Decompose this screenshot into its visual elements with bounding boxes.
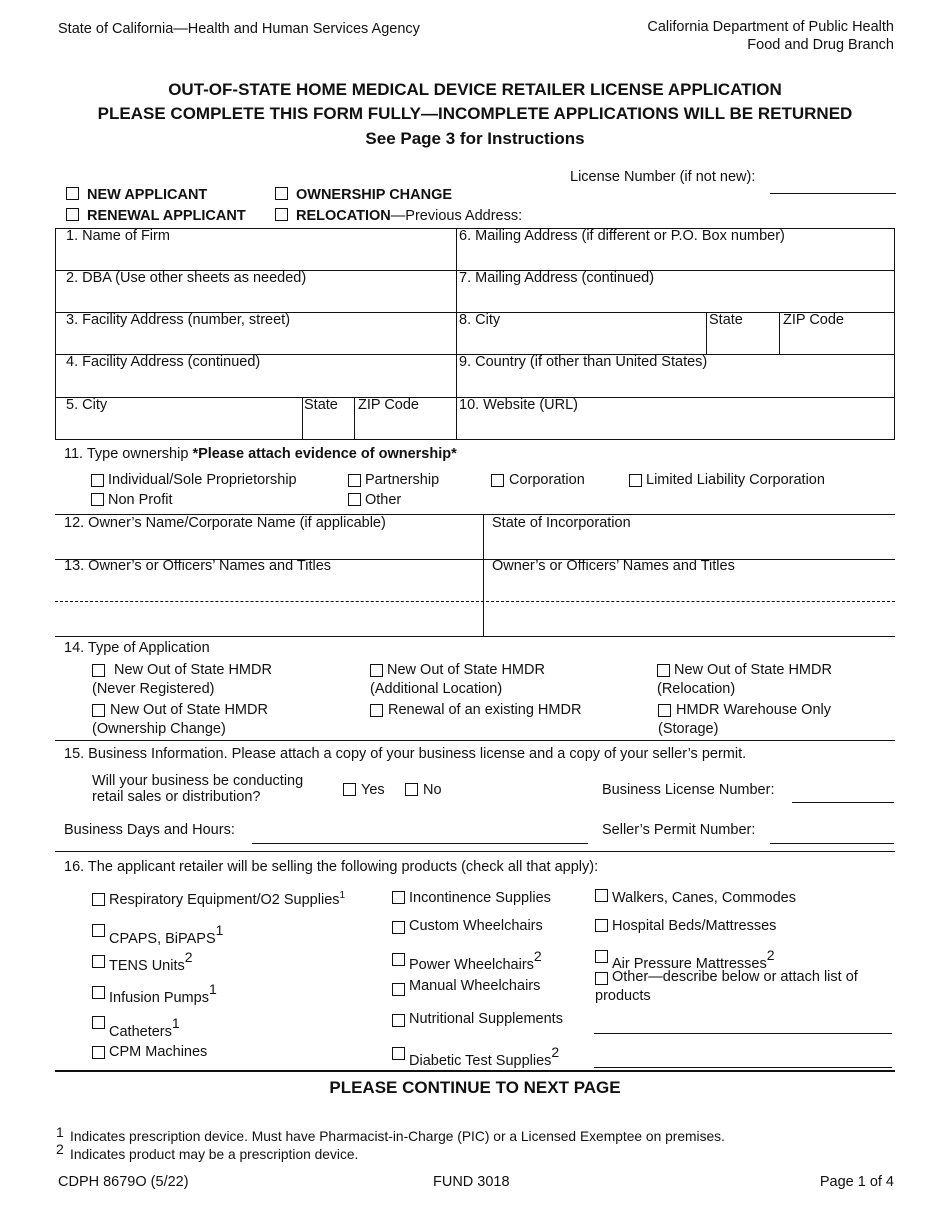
footnote-1-mark: 1 xyxy=(56,1124,64,1140)
respiratory-superscript: 1 xyxy=(339,890,346,901)
walkers-label: Walkers, Canes, Commodes xyxy=(612,890,796,906)
facility-address-field[interactable]: 3. Facility Address (number, street) xyxy=(66,312,291,328)
additional-location-sublabel: (Additional Location) xyxy=(370,681,503,697)
retail-question xyxy=(92,773,303,805)
infusion-label xyxy=(109,981,217,1006)
facility-zip-field[interactable]: ZIP Code xyxy=(358,397,419,413)
other-ownership-label: Other xyxy=(365,492,402,508)
retail-yes-label: Yes xyxy=(361,782,385,798)
officers-names-field-2[interactable]: Owner’s or Officers’ Names and Titles xyxy=(492,558,735,574)
diabetic-text: Diabetic Test Supplies xyxy=(409,1053,552,1069)
footnote-2-mark: 2 xyxy=(56,1141,64,1157)
mailing-state-field[interactable]: State xyxy=(709,312,743,328)
power-wheelchairs-superscript: 2 xyxy=(533,948,542,964)
website-field[interactable]: 10. Website (URL) xyxy=(459,397,578,413)
warehouse-only-checkbox[interactable] xyxy=(658,704,671,717)
infusion-superscript: 1 xyxy=(208,981,217,997)
respiratory-checkbox[interactable] xyxy=(92,893,105,906)
never-registered-checkbox[interactable] xyxy=(92,664,105,677)
walkers-checkbox[interactable] xyxy=(595,889,608,902)
infusion-text: Infusion Pumps xyxy=(109,990,209,1006)
firm-name-field[interactable]: 1. Name of Firm xyxy=(66,228,170,244)
ownership-change-checkbox[interactable] xyxy=(275,187,288,200)
application-type-heading: 14. Type of Application xyxy=(64,640,210,656)
mailing-address-continued-field[interactable]: 7. Mailing Address (continued) xyxy=(459,270,655,286)
relocation-suffix: —Previous Address: xyxy=(390,208,523,224)
catheters-superscript: 1 xyxy=(171,1015,180,1031)
license-number-label: License Number (if not new): xyxy=(570,169,756,185)
ownership-change-app-label: New Out of State HMDR xyxy=(110,702,268,718)
renewal-applicant-label: RENEWAL APPLICANT xyxy=(87,208,246,224)
facility-state-field[interactable]: State xyxy=(304,397,338,413)
cpaps-label xyxy=(109,922,223,947)
power-wheelchairs-label xyxy=(409,948,542,973)
sole-proprietorship-checkbox[interactable] xyxy=(91,474,104,487)
catheters-checkbox[interactable] xyxy=(92,1016,105,1029)
respiratory-label xyxy=(109,890,345,908)
business-info-heading: 15. Business Information. Please attach a copy of your business license and a copy of your seller’s permit. xyxy=(64,746,747,762)
instructions-note: See Page 3 for Instructions xyxy=(365,129,585,148)
custom-wheelchairs-label: Custom Wheelchairs xyxy=(409,918,543,934)
corporation-label: Corporation xyxy=(509,472,585,488)
cpm-label: CPM Machines xyxy=(109,1044,208,1060)
department-name xyxy=(647,19,894,53)
sole-proprietorship-label: Individual/Sole Proprietorship xyxy=(108,472,297,488)
renewal-hmdr-checkbox[interactable] xyxy=(370,704,383,717)
hospital-beds-label: Hospital Beds/Mattresses xyxy=(612,918,777,934)
power-wheelchairs-checkbox[interactable] xyxy=(392,953,405,966)
new-applicant-label: NEW APPLICANT xyxy=(87,187,208,203)
facility-address-continued-field[interactable]: 4. Facility Address (continued) xyxy=(66,354,261,370)
form-title: OUT-OF-STATE HOME MEDICAL DEVICE RETAILER LICENSE APPLICATION xyxy=(168,80,782,99)
air-mattresses-checkbox[interactable] xyxy=(595,950,608,963)
diabetic-label xyxy=(409,1044,559,1069)
footnote-1: Indicates prescription device. Must have Pharmacist-in-Charge (PIC) or a Licensed Exemptee on premises. xyxy=(70,1129,725,1144)
ownership-type-heading xyxy=(64,446,457,462)
warehouse-only-label: HMDR Warehouse Only xyxy=(676,702,831,718)
mailing-city-field[interactable]: 8. City xyxy=(459,312,501,328)
footnote-2: Indicates product may be a prescription device. xyxy=(70,1147,359,1162)
catheters-label xyxy=(109,1015,180,1040)
retail-no-checkbox[interactable] xyxy=(405,783,418,796)
state-of-incorporation-field[interactable]: State of Incorporation xyxy=(492,515,631,531)
tens-checkbox[interactable] xyxy=(92,955,105,968)
dba-field[interactable]: 2. DBA (Use other sheets as needed) xyxy=(66,270,307,286)
relocation-app-sublabel: (Relocation) xyxy=(657,681,736,697)
respiratory-text: Respiratory Equipment/O2 Supplies xyxy=(109,891,340,908)
fund-number: FUND 3018 xyxy=(433,1174,510,1190)
retail-no-label: No xyxy=(423,782,442,798)
relocation-app-checkbox[interactable] xyxy=(657,664,670,677)
never-registered-label: New Out of State HMDR xyxy=(114,662,272,678)
corporation-checkbox[interactable] xyxy=(491,474,504,487)
mailing-address-field[interactable]: 6. Mailing Address (if different or P.O. Box number) xyxy=(459,228,785,244)
cpm-checkbox[interactable] xyxy=(92,1046,105,1059)
retail-yes-checkbox[interactable] xyxy=(343,783,356,796)
days-hours-field[interactable] xyxy=(252,843,588,844)
license-number-field[interactable] xyxy=(770,193,896,194)
additional-location-checkbox[interactable] xyxy=(370,664,383,677)
other-products-label: Other—describe below or attach list of xyxy=(612,969,858,985)
page-number: Page 1 of 4 xyxy=(819,1174,894,1190)
form-id: CDPH 8679O (5/22) xyxy=(58,1174,189,1190)
manual-wheelchairs-checkbox[interactable] xyxy=(392,983,405,996)
business-license-field[interactable] xyxy=(792,802,894,803)
nutritional-label: Nutritional Supplements xyxy=(409,1011,563,1027)
department-line2: Food and Drug Branch xyxy=(747,37,894,53)
country-field[interactable]: 9. Country (if other than United States) xyxy=(459,354,708,370)
other-ownership-checkbox[interactable] xyxy=(348,493,361,506)
diabetic-checkbox[interactable] xyxy=(392,1047,405,1060)
form-warning: PLEASE COMPLETE THIS FORM FULLY—INCOMPLETE APPLICATIONS WILL BE RETURNED xyxy=(97,104,853,123)
llc-checkbox[interactable] xyxy=(629,474,642,487)
air-mattresses-text: Air Pressure Mattresses xyxy=(612,956,767,972)
ownership-change-app-sublabel: (Ownership Change) xyxy=(92,721,226,737)
mailing-zip-field[interactable]: ZIP Code xyxy=(783,312,844,328)
non-profit-checkbox[interactable] xyxy=(91,493,104,506)
air-mattresses-superscript: 2 xyxy=(766,947,775,963)
ownership-change-label: OWNERSHIP CHANGE xyxy=(296,187,453,203)
never-registered-sublabel: (Never Registered) xyxy=(92,681,215,697)
products-heading: 16. The applicant retailer will be selling the following products (check all that apply): xyxy=(64,859,599,875)
other-products-field-1[interactable] xyxy=(594,1033,892,1034)
department-line1: California Department of Public Health xyxy=(647,19,894,35)
infusion-checkbox[interactable] xyxy=(92,986,105,999)
diabetic-superscript: 2 xyxy=(551,1044,560,1060)
continue-notice: PLEASE CONTINUE TO NEXT PAGE xyxy=(329,1078,621,1097)
new-applicant-checkbox[interactable] xyxy=(66,187,79,200)
other-products-label-2: products xyxy=(595,988,651,1004)
nutritional-checkbox[interactable] xyxy=(392,1014,405,1027)
cpaps-superscript: 1 xyxy=(215,922,224,938)
ownership-change-app-checkbox[interactable] xyxy=(92,704,105,717)
officers-names-field[interactable]: 13. Owner’s or Officers’ Names and Titles xyxy=(64,558,332,574)
relocation-checkbox[interactable] xyxy=(275,208,288,221)
retail-question-line2: retail sales or distribution? xyxy=(92,789,261,805)
relocation-label xyxy=(296,208,522,224)
relocation-label-text: RELOCATION xyxy=(296,208,391,224)
retail-question-line1: Will your business be conducting xyxy=(92,773,304,789)
cpaps-text: CPAPS, BiPAPS xyxy=(109,931,216,947)
sellers-permit-field[interactable] xyxy=(770,843,894,844)
renewal-hmdr-label: Renewal of an existing HMDR xyxy=(388,702,582,718)
agency-name: State of California—Health and Human Services Agency xyxy=(58,21,420,37)
days-hours-label: Business Days and Hours: xyxy=(64,822,235,838)
other-products-checkbox[interactable] xyxy=(595,972,608,985)
additional-location-label: New Out of State HMDR xyxy=(387,662,545,678)
business-license-label: Business License Number: xyxy=(602,782,775,798)
warehouse-only-sublabel: (Storage) xyxy=(658,721,719,737)
non-profit-label: Non Profit xyxy=(108,492,173,508)
facility-city-field[interactable]: 5. City xyxy=(66,397,108,413)
ownership-evidence-note: *Please attach evidence of ownership* xyxy=(192,446,457,462)
catheters-text: Catheters xyxy=(109,1024,172,1040)
power-wheelchairs-text: Power Wheelchairs xyxy=(409,957,534,973)
incontinence-checkbox[interactable] xyxy=(392,891,405,904)
ownership-type-label: 11. Type ownership xyxy=(64,446,193,462)
owner-name-field[interactable]: 12. Owner’s Name/Corporate Name (if applicable) xyxy=(64,515,386,531)
renewal-applicant-checkbox[interactable] xyxy=(66,208,79,221)
cpaps-checkbox[interactable] xyxy=(92,924,105,937)
partnership-label: Partnership xyxy=(365,472,440,488)
sellers-permit-label: Seller’s Permit Number: xyxy=(602,822,756,838)
incontinence-label: Incontinence Supplies xyxy=(409,890,551,906)
tens-label xyxy=(109,949,193,974)
other-products-field-2[interactable] xyxy=(594,1067,892,1068)
relocation-app-label: New Out of State HMDR xyxy=(674,662,832,678)
tens-superscript: 2 xyxy=(184,949,193,965)
tens-text: TENS Units xyxy=(109,958,185,974)
custom-wheelchairs-checkbox[interactable] xyxy=(392,921,405,934)
partnership-checkbox[interactable] xyxy=(348,474,361,487)
llc-label: Limited Liability Corporation xyxy=(646,472,825,488)
hospital-beds-checkbox[interactable] xyxy=(595,919,608,932)
manual-wheelchairs-label: Manual Wheelchairs xyxy=(409,978,541,994)
